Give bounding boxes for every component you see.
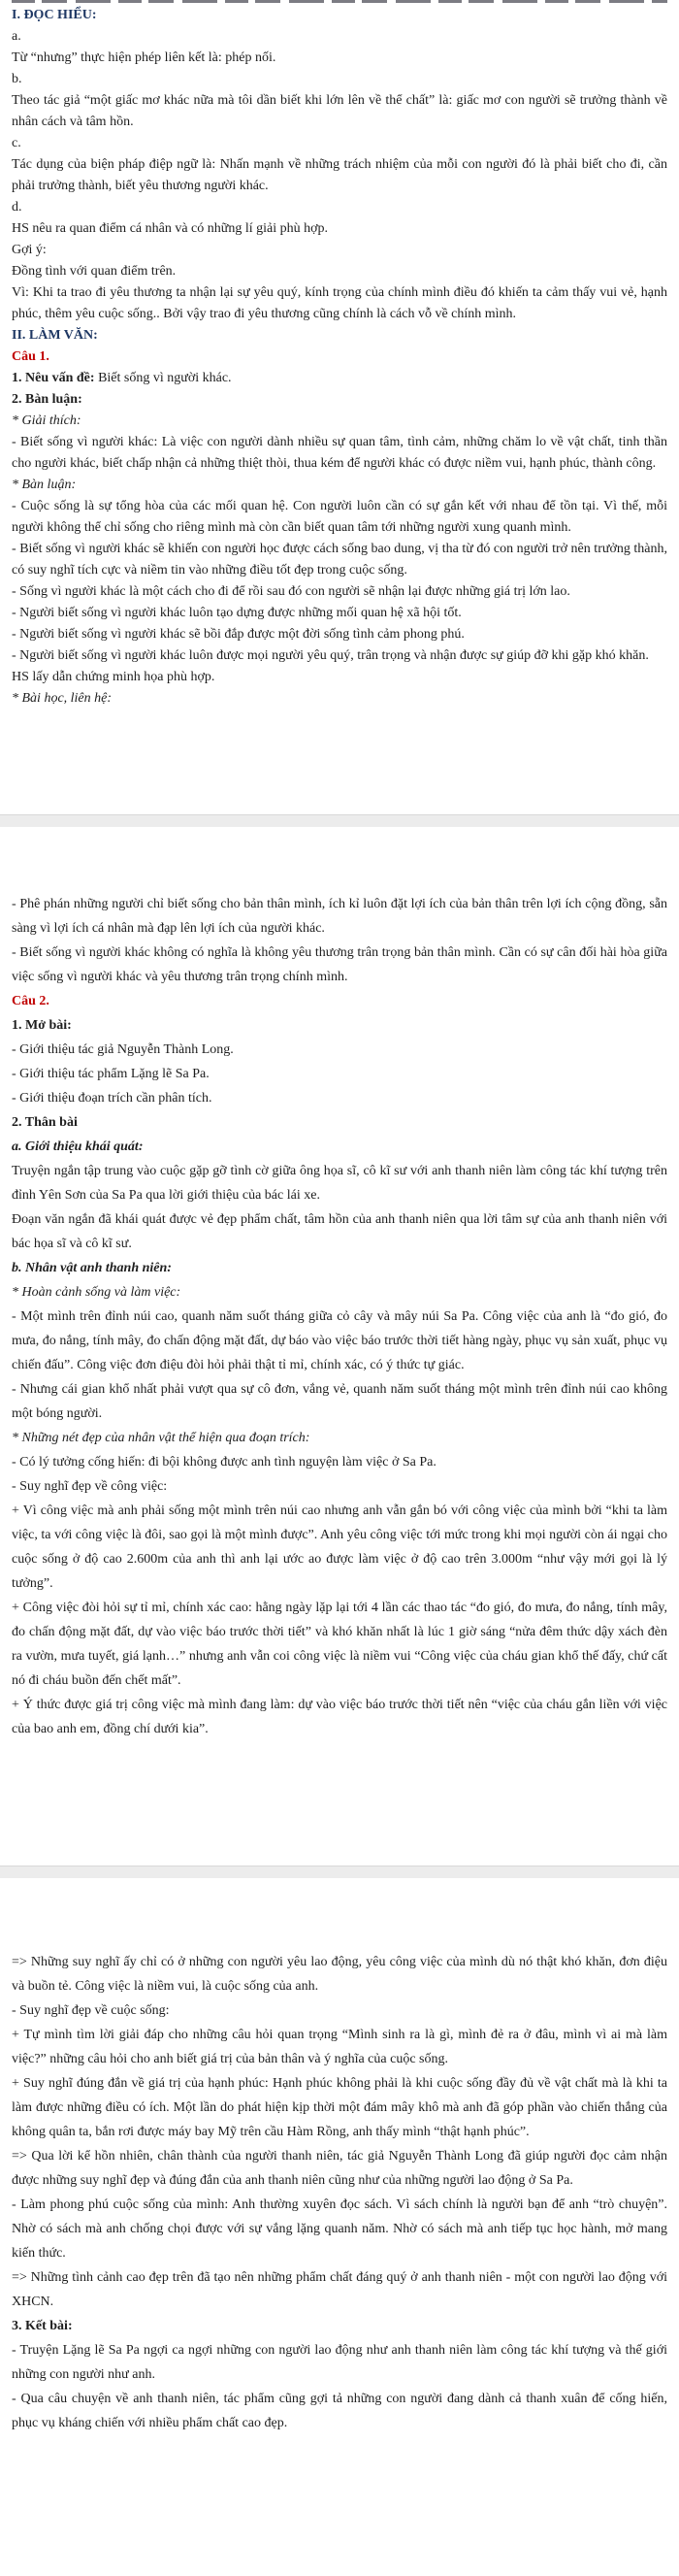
paragraph: Gợi ý: [12, 243, 47, 257]
subsection-heading: 2. Thân bài [12, 1115, 78, 1130]
paragraph: - Làm phong phú cuộc sống của mình: Anh thường xuyên đọc sách. Vì sách chính là người bạn để anh “trò chuyện”. Nhờ có sách mà anh chống chọi được với sự vắng lặng quanh năm. Nhờ có sách mà anh tiếp tục học hành, mở mang kiến thức. [12, 2197, 667, 2261]
subsection-heading: b. Nhân vật anh thanh niên: [12, 1261, 172, 1275]
paragraph: + Vì công việc mà anh phải sống một mình trên núi cao nhưng anh vẫn gắn bó với công việc của mình bởi “khi ta làm việc, ta với công việc là đôi, sao gọi là một mình được”. Anh yêu công việc tới mức trong khi mọi người còn ái ngại cho cuộc sống ở độ cao 2.600m của anh thì anh lại ước ao được làm việc ở độ cao trên 3.000m “như vậy mới gọi là lý tưởng”. [12, 1503, 667, 1591]
section-heading: I. ĐỌC HIỂU: [12, 8, 97, 22]
paragraph: + Ý thức được giá trị công việc mà mình đang làm: dự vào việc báo trước thời tiết nên “việc của cháu gắn liền với việc của bao anh em, đồng chí dưới kia”. [12, 1698, 667, 1736]
paragraph: Vì: Khi ta trao đi yêu thương ta nhận lại sự yêu quý, kính trọng của chính mình điều đó khiến ta cảm thấy vui vẻ, hạnh phúc, thêm yêu cuộc sống.. Bởi vậy trao đi yêu thương cũng chính là cách vỗ về chính mình. [12, 285, 667, 321]
subsection-heading: 2. Bàn luận: [12, 392, 82, 407]
paragraph: HS lấy dẫn chứng minh họa phù hợp. [12, 670, 215, 684]
paragraph: HS nêu ra quan điểm cá nhân và có những lí giải phù hợp. [12, 221, 329, 236]
section-heading: II. LÀM VĂN: [12, 328, 98, 343]
paragraph: - Biết sống vì người khác sẽ khiến con người học được cách sống bao dung, vị tha từ đó con người trở nên trưởng thành, có suy nghĩ tích cực và niềm tin vào những điều tốt đẹp trong cuộc sống. [12, 542, 667, 578]
paragraph: * Bàn luận: [12, 478, 77, 492]
paragraph: * Những nét đẹp của nhân vật thể hiện qua đoạn trích: [12, 1431, 310, 1445]
paragraph: - Cuộc sống là sự tổng hòa của các mối quan hệ. Con người luôn cần có sự gắn kết với nhau để tồn tại. Vì thế, mỗi người không thể chỉ sống cho riêng mình mà còn cần biết quan tâm tới những người xung quanh mình. [12, 499, 667, 535]
paragraph: * Bài học, liên hệ: [12, 691, 113, 706]
document-page-3 [0, 1878, 679, 2463]
paragraph: Theo tác giả “một giấc mơ khác nữa mà tôi dần biết khi lớn lên về thể chất” là: giấc mơ con người sẽ trưởng thành về nhân cách và tâm hồn. [12, 93, 667, 129]
paragraph: - Biết sống vì người khác không có nghĩa là không yêu thương trân trọng bản thân mình. Cần có sự cân đối hài hòa giữa việc sống vì người khác và yêu thương trân trọng chính mình. [12, 945, 667, 984]
paragraph: * Hoàn cảnh sống và làm việc: [12, 1285, 181, 1300]
paragraph: Đồng tình với quan điểm trên. [12, 264, 177, 279]
paragraph: - Qua câu chuyện về anh thanh niên, tác phẩm cũng gợi tả những con người đang dành cả thanh xuân để cống hiến, phục vụ kháng chiến với nhiều phẩm chất cao đẹp. [12, 2392, 667, 2430]
paragraph: => Qua lời kể hồn nhiên, chân thành của người thanh niên, tác giả Nguyễn Thành Long đã giúp người đọc cảm nhận được những suy nghĩ đẹp và đúng đắn của anh thanh niên cũng như của những người lao động ở Sa Pa. [12, 2149, 667, 2188]
document-page-1 [0, 0, 679, 814]
paragraph [12, 368, 667, 389]
paragraph: - Suy nghĩ đẹp về cuộc sống: [12, 2003, 170, 2018]
paragraph: Tác dụng của biện pháp điệp ngữ là: Nhấn mạnh về những trách nhiệm của mỗi con người đó là phải biết cho đi, cần phải trưởng thành, biết yêu thương người khác. [12, 157, 667, 193]
paragraph: - Có lý tưởng cống hiến: đi bội không được anh tình nguyện làm việc ở Sa Pa. [12, 1455, 436, 1470]
paragraph: + Tự mình tìm lời giải đáp cho những câu hỏi quan trọng “Mình sinh ra là gì, mình đẻ ra ở đâu, mình vì ai mà làm việc?” những câu hỏi cho anh biết giá trị của bản thân và ý nghĩa của cuộc sống. [12, 2028, 667, 2066]
subsection-heading: 3. Kết bài: [12, 2319, 73, 2333]
paragraph: Đoạn văn ngắn đã khái quát được vẻ đẹp phẩm chất, tâm hồn của anh thanh niên qua lời tâm sự của anh thanh niên với bác họa sĩ và cô kĩ sư. [12, 1212, 667, 1251]
page-divider [0, 814, 679, 827]
paragraph: => Những tình cảnh cao đẹp trên đã tạo nên những phẩm chất đáng quý ở anh thanh niên - một con người lao động với XHCN. [12, 2270, 667, 2309]
paragraph: a. [12, 29, 21, 44]
paragraph: Truyện ngắn tập trung vào cuộc gặp gỡ tình cờ giữa ông họa sĩ, cô kĩ sư với anh thanh niên làm công tác khí tượng trên đỉnh Yên Sơn của Sa Pa qua lời giới thiệu của bác lái xe. [12, 1164, 667, 1203]
question-heading: Câu 1. [12, 349, 49, 364]
paragraph: b. [12, 72, 22, 86]
paragraph: - Sống vì người khác là một cách cho đi để rồi sau đó con người sẽ nhận lại được những giá trị lớn lao. [12, 584, 570, 599]
paragraph: - Giới thiệu tác giả Nguyễn Thành Long. [12, 1042, 234, 1057]
paragraph: Từ “nhưng” thực hiện phép liên kết là: phép nối. [12, 50, 276, 65]
paragraph: - Một mình trên đỉnh núi cao, quanh năm suốt tháng giữa cỏ cây và mây núi Sa Pa. Công việc của anh là “đo gió, đo mưa, đo nắng, tính mây, đo chấn động mặt đất, dự báo vào việc báo trước thời tiết hàng ngày, phục vụ sản xuất, phục vụ chiến đấu”. Công việc đơn điệu đòi hỏi phải thật tỉ mỉ, chính xác, có ý thức tự giác. [12, 1309, 667, 1372]
subsection-heading: a. Giới thiệu khái quát: [12, 1139, 144, 1154]
paragraph: - Người biết sống vì người khác luôn được mọi người yêu quý, trân trọng và nhận được sự giúp đỡ khi gặp khó khăn. [12, 648, 649, 663]
paragraph: * Giải thích: [12, 413, 81, 428]
document-page-2 [0, 827, 679, 1866]
clipped-text-row [12, 0, 667, 3]
paragraph: + Suy nghĩ đúng đắn về giá trị của hạnh phúc: Hạnh phúc không phải là khi cuộc sống đầy đủ về vật chất mà là khi ta làm được những điều có ích. Một lần do phát hiện kịp thời một đám mây khô mà anh đã góp phần vào chiến thắng của không quân ta, bắn rơi được máy bay Mỹ trên cầu Hàm Rồng, anh thấy mình “thật hạnh phúc”. [12, 2076, 667, 2139]
paragraph: - Người biết sống vì người khác sẽ bồi đắp được một đời sống tình cảm phong phú. [12, 627, 465, 642]
paragraph: - Phê phán những người chỉ biết sống cho bản thân mình, ích kỉ luôn đặt lợi ích của bản thân trên lợi ích cộng đồng, sẵn sàng vì lợi ích cá nhân mà đạp lên lợi ích của người khác. [12, 897, 667, 936]
paragraph: c. [12, 136, 21, 150]
paragraph: - Truyện Lặng lẽ Sa Pa ngợi ca ngợi những con người lao động như anh thanh niên làm công tác khí tượng và thế giới những con người như anh. [12, 2343, 667, 2382]
paragraph: d. [12, 200, 22, 215]
subsection-heading: 1. Mở bài: [12, 1018, 72, 1033]
paragraph-text: Biết sống vì người khác. [94, 371, 232, 385]
question-heading: Câu 2. [12, 994, 49, 1008]
paragraph: - Biết sống vì người khác: Là việc con người dành nhiều sự quan tâm, tình cảm, những chăm lo về vật chất, tinh thần cho người khác, biết chấp nhận cả những thiệt thòi, thua kém để người khác có được niềm vui, hạnh phúc, thành công. [12, 435, 667, 471]
paragraph: + Công việc đòi hỏi sự tỉ mỉ, chính xác cao: hằng ngày lặp lại tới 4 lần các thao tác “đo gió, đo mưa, đo nắng, tính mây, đo chấn động mặt đất, dự vào việc báo trước thời tiết” và khó khăn nhất là lúc 1 giờ sáng “nửa đêm thức dậy xách đèn ra vườn, mưa tuyết, giá lạnh…” nhưng anh vẫn coi công việc là niềm vui “Công việc của cháu gian khổ thế đấy, chứ cất nó đi cháu buồn đến chết mất”. [12, 1601, 667, 1688]
paragraph: - Suy nghĩ đẹp về công việc: [12, 1479, 168, 1494]
page-divider [0, 1866, 679, 1878]
paragraph: - Giới thiệu tác phẩm Lặng lẽ Sa Pa. [12, 1067, 210, 1081]
paragraph-lead: 1. Nêu vấn đề: [12, 371, 95, 385]
paragraph: - Giới thiệu đoạn trích cần phân tích. [12, 1091, 212, 1106]
paragraph: => Những suy nghĩ ấy chỉ có ở những con người yêu lao động, yêu công việc của mình dù nó thật khó khăn, đơn điệu và buồn tẻ. Công việc là niềm vui, là cuộc sống của anh. [12, 1955, 667, 1994]
paragraph: - Người biết sống vì người khác luôn tạo dựng được những mối quan hệ xã hội tốt. [12, 606, 462, 620]
paragraph: - Nhưng cái gian khổ nhất phải vượt qua sự cô đơn, vắng vẻ, quanh năm suốt tháng một mình trên đỉnh núi cao không một bóng người. [12, 1382, 667, 1421]
